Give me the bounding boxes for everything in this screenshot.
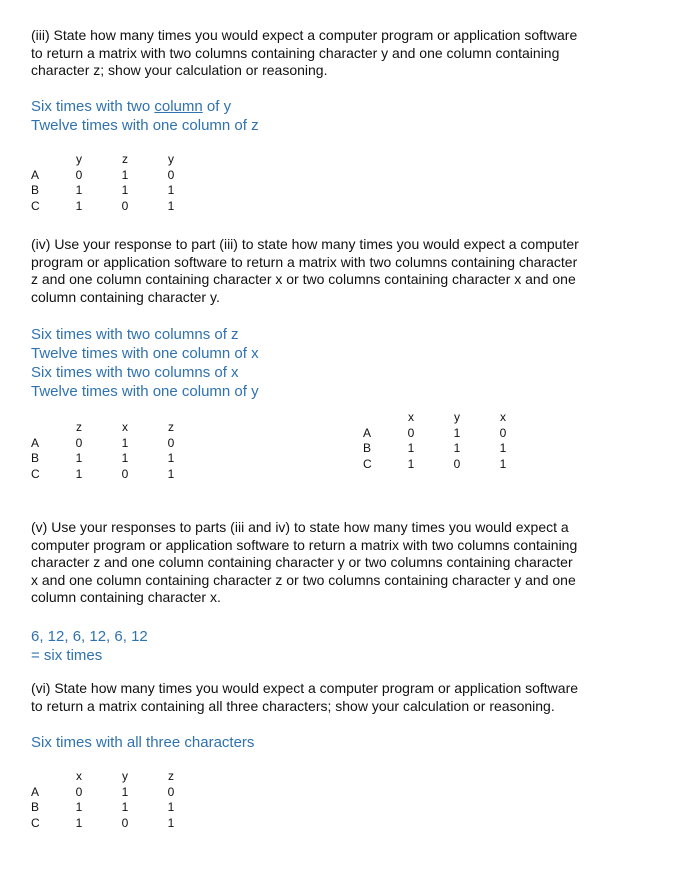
column-header: z	[168, 769, 174, 783]
matrix-cell: 1	[167, 815, 175, 830]
question-vi: (vi) State how many times you would expect a computer program or application software to return a matrix containing all three characters; show your calculation or reasoning.	[31, 680, 579, 714]
matrix-cell: 1	[453, 425, 461, 440]
matrix-cell: 1	[75, 800, 83, 814]
matrix-cell: 1	[121, 784, 129, 799]
answer-iii-line2: Twelve times with one column of z	[31, 117, 259, 134]
column-header: y	[168, 152, 174, 166]
matrix-cell: 0	[453, 456, 461, 471]
column-header: z	[122, 152, 128, 166]
column-header: z	[76, 420, 82, 434]
row-label: A	[31, 784, 40, 799]
matrix-cell: 1	[167, 800, 175, 814]
row-label: B	[31, 800, 40, 814]
matrix-cell: 0	[75, 784, 83, 799]
matrix-cell: 0	[75, 435, 83, 450]
answer-iii-line1: Six times with two column of y	[31, 98, 232, 115]
answer-iv-line: Six times with two columns of x	[31, 364, 239, 381]
matrix-cell: 0	[121, 198, 129, 213]
answer-iv-line: Six times with two columns of z	[31, 326, 239, 343]
column-header: x	[408, 410, 414, 424]
matrix-cell: 1	[167, 466, 175, 481]
answer-vi: Six times with all three characters	[31, 734, 255, 751]
row-label: B	[31, 183, 40, 197]
matrix-cell: 1	[75, 183, 83, 197]
column-header: x	[500, 410, 506, 424]
matrix-cell: 1	[453, 441, 461, 455]
row-label: C	[363, 456, 372, 471]
row-label: B	[31, 451, 40, 465]
column-header: x	[76, 769, 82, 783]
matrix-cell: 0	[407, 425, 415, 440]
question-iv: (iv) Use your response to part (iii) to state how many times you would expect a computer program or application software to return a matrix with two columns containing character z and one column containing character x or two columns containing character x and one column containing character y.	[31, 236, 579, 305]
question-v: (v) Use your responses to parts (iii and iv) to state how many times you would expect a computer program or application software to return a matrix with two columns containing character z and one column containing character y or two columns containing character x and one column containing character z or two columns containing character y and one column containing character x.	[31, 519, 578, 605]
matrix-cell: 1	[121, 800, 129, 814]
matrix-cell: 0	[167, 784, 175, 799]
matrix-cell: 1	[75, 451, 83, 465]
column-header: y	[76, 152, 82, 166]
matrix-cell: 1	[121, 183, 129, 197]
answers-v	[31, 627, 148, 665]
answer-v-line: 6, 12, 6, 12, 6, 12	[31, 628, 148, 645]
matrix-cell: 1	[407, 441, 415, 455]
matrix-table-vi	[31, 769, 201, 831]
answers-iv	[31, 325, 259, 401]
matrix-cell: 1	[121, 167, 129, 182]
matrix-cell: 1	[75, 466, 83, 481]
matrix-cell: 1	[407, 456, 415, 471]
matrix-cell: 0	[75, 167, 83, 182]
matrix-cell: 1	[167, 198, 175, 213]
matrix-cell: 1	[499, 456, 507, 471]
matrix-cell: 0	[167, 435, 175, 450]
column-header: x	[122, 420, 128, 434]
matrix-cell: 0	[121, 466, 129, 481]
question-iii: (iii) State how many times you would expect a computer program or application software to return a matrix with two columns containing character y and one column containing character z; show your calculation or reasoning.	[31, 27, 578, 78]
matrix-cell: 1	[75, 815, 83, 830]
column-header: y	[122, 769, 128, 783]
row-label: C	[31, 466, 40, 481]
answer-iii-underlined-word: column	[154, 98, 203, 115]
matrix-cell: 1	[167, 183, 175, 197]
row-label: A	[363, 425, 372, 440]
answer-iii	[31, 97, 259, 135]
row-label: A	[31, 167, 40, 182]
matrix-cell: 0	[167, 167, 175, 182]
matrix-cell: 1	[121, 451, 129, 465]
matrix-cell: 1	[499, 441, 507, 455]
matrix-cell: 0	[121, 815, 129, 830]
answer-v-line: = six times	[31, 647, 103, 664]
matrix-cell: 1	[75, 198, 83, 213]
row-label: B	[363, 441, 372, 455]
matrix-cell: 0	[499, 425, 507, 440]
column-header: y	[454, 410, 460, 424]
matrix-cell: 1	[121, 435, 129, 450]
answer-iv-line: Twelve times with one column of y	[31, 383, 259, 400]
matrix-cell: 1	[167, 451, 175, 465]
row-label: C	[31, 198, 40, 213]
answer-iv-line: Twelve times with one column of x	[31, 345, 259, 362]
matrix-table-iv-left	[31, 420, 201, 482]
matrix-table-iii	[31, 152, 201, 214]
row-label: A	[31, 435, 40, 450]
column-header: z	[168, 420, 174, 434]
matrix-table-iv-right	[363, 410, 533, 472]
row-label: C	[31, 815, 40, 830]
